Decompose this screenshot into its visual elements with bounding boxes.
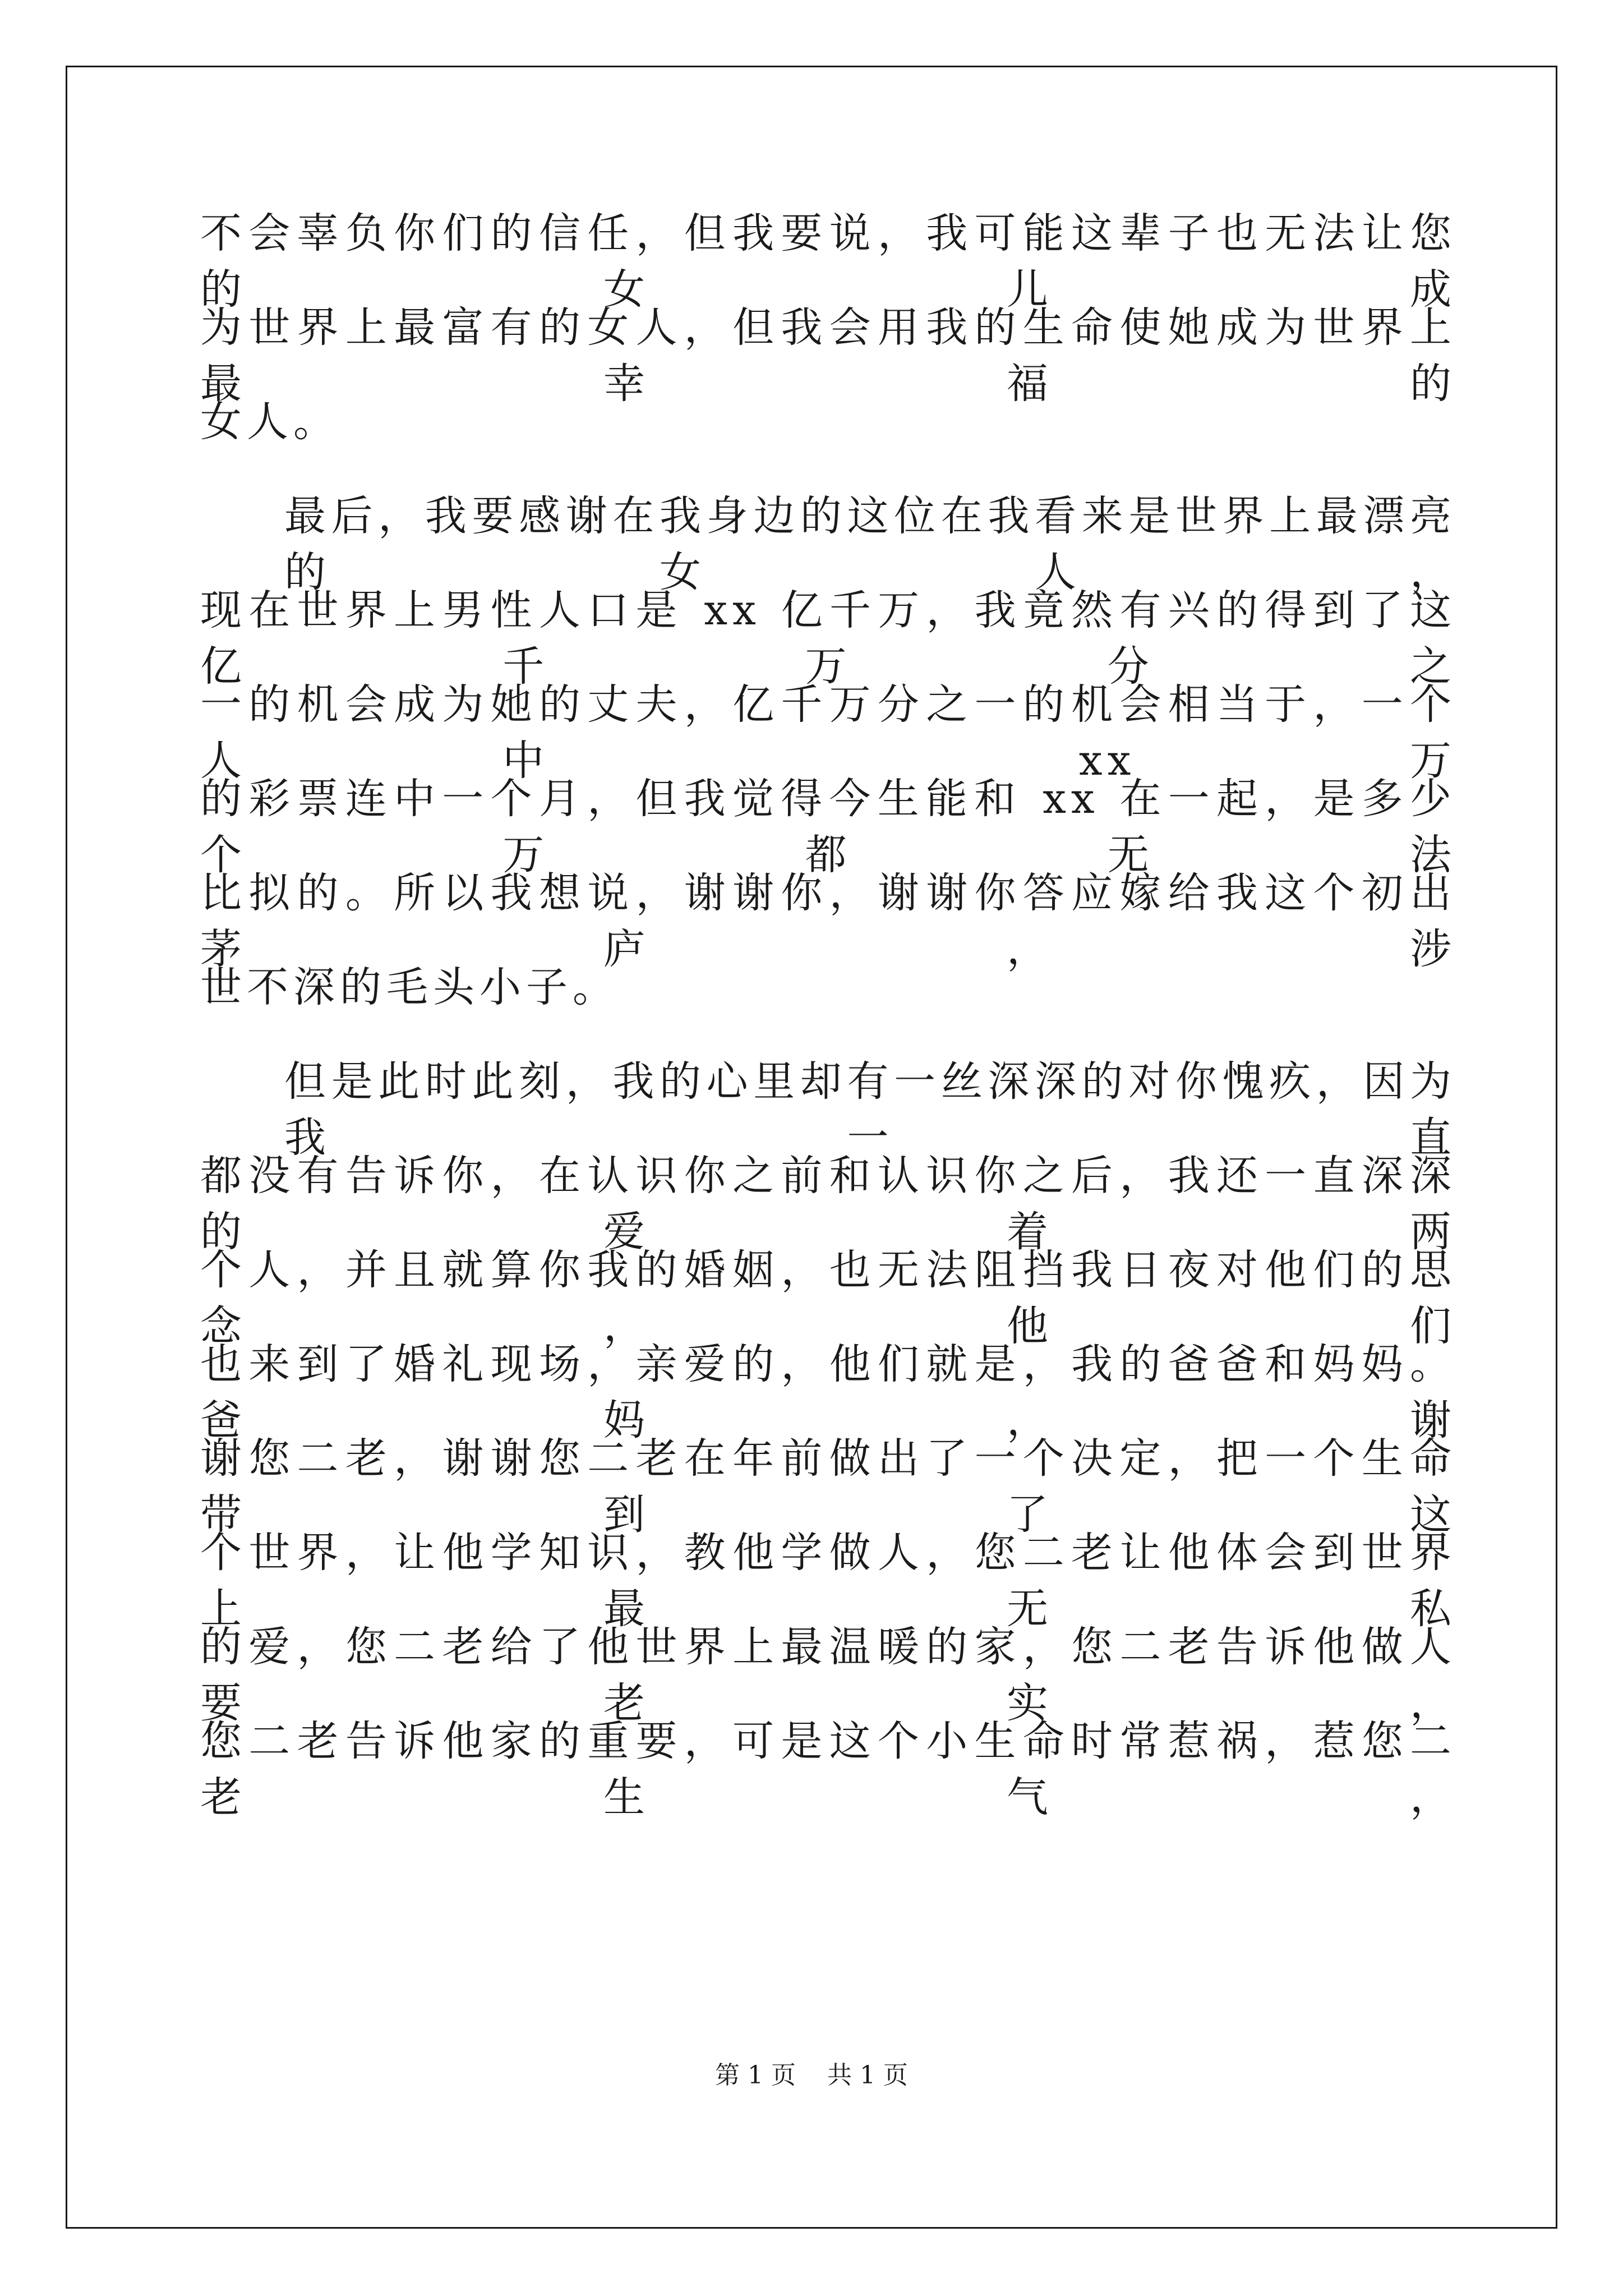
text-line: 现在世界上男性人口是 xx 亿千万，我竟然有兴的得到了这亿千万分之 — [200, 586, 1456, 691]
text-line: 个世界，让他学知识，教他学做人，您二老让他体会到世界上最无私 — [200, 1529, 1456, 1633]
text-line: 个人，并且就算你我的婚姻，也无法阻挡我日夜对他们的思念，他们 — [200, 1246, 1456, 1350]
page-footer: 第 1 页 共 1 页 — [715, 2061, 908, 2090]
text-line: 为世界上最富有的女人，但我会用我的生命使她成为世界上最幸福的 — [200, 303, 1456, 408]
text-line: 世不深的毛头小子。 — [200, 963, 619, 1011]
text-line: 一的机会成为她的丈夫，亿千万分之一的机会相当于，一个人中 xx 万 — [200, 680, 1456, 785]
text-line: 都没有告诉你，在认识你之前和认识你之后，我还一直深深的爱着两 — [200, 1152, 1456, 1256]
text-line: 谢您二老，谢谢您二老在年前做出了一个决定，把一个生命带到了这 — [200, 1434, 1456, 1539]
text-line: 女人。 — [200, 398, 340, 446]
text-line: 的彩票连中一个月，但我觉得今生能和 xx 在一起，是多少个万都无法 — [200, 775, 1456, 879]
text-line: 不会辜负你们的信任，但我要说，我可能这辈子也无法让您的女儿成 — [200, 209, 1456, 314]
text-line: 的爱，您二老给了他世界上最温暖的家，您二老告诉他做人要老实， — [200, 1623, 1456, 1727]
text-line: 也来到了婚礼现场，亲爱的，他们就是，我的爸爸和妈妈。爸妈，谢 — [200, 1340, 1456, 1444]
paragraph-first-line: 最后，我要感谢在我身边的这位在我看来是世界上最漂亮的女人， — [284, 492, 1456, 596]
paragraph-first-line: 但是此时此刻，我的心里却有一丝深深的对你愧疚，因为我一直 — [284, 1057, 1456, 1162]
text-line: 您二老告诉他家的重要，可是这个小生命时常惹祸，惹您二老生气， — [200, 1717, 1456, 1821]
text-line: 比拟的。所以我想说，谢谢你，谢谢你答应嫁给我这个初出茅庐，涉 — [200, 869, 1456, 973]
